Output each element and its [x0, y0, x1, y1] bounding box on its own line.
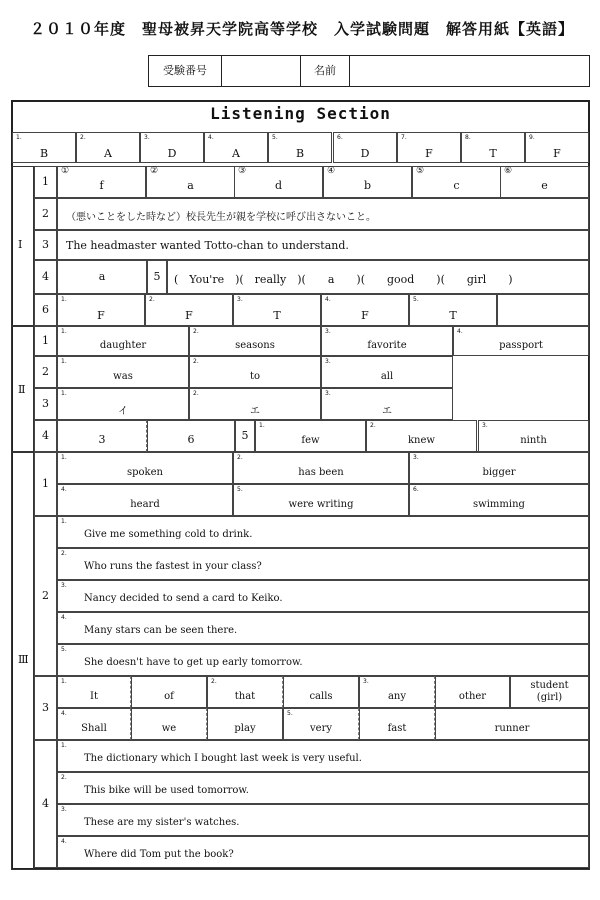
circled-number: ②: [150, 166, 159, 176]
answer-value: was: [113, 371, 133, 382]
answer-value: e: [541, 179, 548, 192]
section-2-q4-cell[interactable]: [147, 420, 235, 452]
exam-number-field[interactable]: [221, 55, 301, 87]
answer-value: a: [98, 270, 106, 283]
answer-number: 1.: [61, 358, 67, 365]
answer-number: 1.: [16, 134, 22, 141]
circled-number: ③: [238, 166, 247, 176]
answer-phrase: ( You're )( really )( a )( good )( girl ): [174, 273, 513, 286]
answer-number: 3.: [325, 390, 331, 397]
answer-value: T: [273, 309, 281, 322]
exam-number-label: 受験番号: [163, 64, 207, 77]
answer-number: 2.: [193, 390, 199, 397]
answer-sentence: The headmaster wanted Totto-chan to understand.: [66, 239, 349, 252]
listening-answer-cell[interactable]: [397, 132, 461, 163]
section-1-q6-cell[interactable]: [321, 294, 409, 326]
circled-number: ⑥: [504, 166, 513, 176]
question-number-label: 4: [42, 270, 49, 283]
answer-number: 2.: [370, 422, 376, 429]
answer-number: 4.: [208, 134, 214, 141]
section-1-q6-cell[interactable]: [409, 294, 497, 326]
question-number: [34, 676, 57, 740]
question-number: [34, 388, 57, 420]
answer-value: daughter: [99, 340, 147, 351]
answer-sentence-cell[interactable]: [57, 516, 589, 548]
answer-value: bigger: [482, 467, 516, 478]
question-number-label: 3: [42, 397, 49, 410]
answer-value: fast: [387, 723, 407, 734]
listening-answer-cell[interactable]: [268, 132, 332, 163]
section-1-q6-cell[interactable]: [233, 294, 321, 326]
answer-number: 1.: [61, 296, 67, 303]
answer-number: 6.: [413, 486, 419, 493]
section-2-q2-cell[interactable]: [189, 356, 321, 388]
section-2-q1-cell[interactable]: [321, 326, 453, 356]
answer-sentence-cell[interactable]: [57, 644, 589, 676]
section-1-q4-cell[interactable]: [57, 260, 147, 294]
answer-sentence: （悪いことをした時など）校長先生が親を学校に呼び出さないこと。: [66, 212, 376, 223]
answer-number: 9.: [529, 134, 535, 141]
question-number: [147, 260, 167, 294]
question-number-label: 4: [42, 797, 49, 810]
answer-value: B: [295, 147, 305, 160]
answer-number: 5.: [413, 296, 419, 303]
name-label: 名前: [314, 64, 336, 77]
section-2-q5-cell[interactable]: [255, 420, 366, 452]
section-2-q1-cell[interactable]: [189, 326, 321, 356]
answer-value: all: [380, 371, 394, 382]
question-number-label: 3: [42, 238, 49, 251]
section-3-q3-cell[interactable]: [207, 708, 283, 740]
section-3-q3-cell[interactable]: [57, 708, 131, 740]
answer-value: a: [187, 179, 194, 192]
question-number-label: 5: [153, 270, 161, 283]
answer-number: 1.: [61, 454, 67, 461]
listening-answer-cell[interactable]: [12, 132, 76, 163]
listening-answer-cell[interactable]: [76, 132, 140, 163]
answer-value: A: [232, 147, 240, 160]
answer-sentence: This bike will be used tomorrow.: [84, 785, 249, 796]
question-number: [34, 230, 57, 260]
listening-answer-cell[interactable]: [461, 132, 525, 163]
answer-number: 3.: [363, 678, 369, 685]
answer-number: 4.: [325, 296, 331, 303]
section-3-q1-cell[interactable]: [409, 452, 589, 484]
section-1-q1-cell[interactable]: [57, 166, 146, 198]
answer-value: エ: [382, 406, 392, 417]
answer-number: 3.: [61, 582, 67, 589]
answer-number: 2.: [193, 358, 199, 365]
answer-sentence-cell[interactable]: [57, 740, 589, 772]
section-3-q3-cell[interactable]: [359, 708, 435, 740]
section-1-q2-cell[interactable]: [57, 198, 589, 230]
answer-number: 3.: [413, 454, 419, 461]
answer-value: 3: [98, 433, 106, 446]
name-field[interactable]: [349, 55, 590, 87]
listening-answer-cell[interactable]: [525, 132, 589, 163]
answer-sentence-cell[interactable]: [57, 804, 589, 836]
answer-value: play: [234, 723, 256, 734]
section-3-q3-cell[interactable]: [435, 708, 589, 740]
section-2-q3-cell[interactable]: [189, 388, 321, 420]
answer-number: 2.: [237, 454, 243, 461]
section-1-q1-cell[interactable]: [323, 166, 412, 198]
answer-sentence-cell[interactable]: [57, 836, 589, 868]
answer-number: 3.: [237, 296, 243, 303]
section-3-roman: Ⅲ: [18, 653, 29, 666]
answer-number: 1.: [61, 518, 67, 525]
section-2-q2-cell[interactable]: [57, 356, 189, 388]
answer-value: It: [90, 691, 98, 702]
answer-value: seasons: [235, 340, 275, 351]
section-1-q6-empty: [497, 294, 589, 326]
question-number: [34, 420, 57, 452]
answer-value: runner: [494, 723, 530, 734]
section-3-q3-cell[interactable]: [131, 708, 207, 740]
answer-value: we: [161, 723, 177, 734]
answer-number: 5.: [237, 486, 243, 493]
section-1-q1-cell[interactable]: [234, 166, 323, 198]
answer-value: to: [249, 371, 261, 382]
question-number-label: 2: [42, 589, 49, 602]
answer-value: F: [425, 147, 433, 160]
answer-value: (girl): [536, 692, 563, 703]
answer-value: swimming: [473, 499, 525, 510]
answer-sentence-cell[interactable]: [57, 548, 589, 580]
section-2-q3-cell[interactable]: [57, 388, 189, 420]
question-number-label: 3: [42, 701, 49, 714]
question-number: [34, 294, 57, 326]
answer-sentence: She doesn't have to get up early tomorrow.: [84, 657, 303, 668]
section-1-q1-cell[interactable]: [412, 166, 501, 198]
section-1-q6-cell[interactable]: [57, 294, 145, 326]
answer-number: 7.: [401, 134, 407, 141]
question-number: [34, 356, 57, 388]
answer-number: 8.: [465, 134, 471, 141]
answer-number: 6.: [337, 134, 343, 141]
question-number-label: 6: [42, 303, 49, 316]
answer-value: D: [167, 147, 177, 160]
answer-value: D: [360, 147, 370, 160]
answer-value: B: [39, 147, 49, 160]
answer-value: that: [234, 691, 256, 702]
answer-value: heard: [130, 499, 160, 510]
answer-value: T: [449, 309, 457, 322]
answer-number: 5.: [287, 710, 293, 717]
section-1-roman: Ⅰ: [18, 238, 23, 251]
section-1-q3-cell[interactable]: [57, 230, 589, 260]
listening-answer-cell[interactable]: [140, 132, 204, 163]
listening-title: Listening Section: [210, 104, 391, 123]
answer-number: 3.: [144, 134, 150, 141]
answer-number: 5.: [61, 646, 67, 653]
answer-number: 1.: [61, 678, 67, 685]
answer-value: knew: [408, 435, 435, 446]
answer-value: of: [164, 691, 174, 702]
question-number-label: 1: [42, 477, 49, 490]
answer-sentence: Many stars can be seen there.: [84, 625, 238, 636]
question-number-label: 5: [241, 429, 249, 442]
section-3-q1-cell[interactable]: [233, 484, 409, 516]
section-2-q1-cell[interactable]: [453, 326, 589, 356]
question-number: [34, 516, 57, 676]
question-number: [34, 260, 57, 294]
section-2-q5-cell[interactable]: [366, 420, 477, 452]
answer-value: A: [104, 147, 112, 160]
section-2-q2-cell[interactable]: [321, 356, 453, 388]
answer-value: few: [301, 435, 320, 446]
answer-number: 4.: [61, 486, 67, 493]
section-3-q3-cell[interactable]: [283, 676, 359, 708]
section-2-q5-cell[interactable]: [478, 420, 589, 452]
answer-number: 3.: [482, 422, 488, 429]
answer-number: 5.: [272, 134, 278, 141]
answer-value: エ: [250, 406, 260, 417]
answer-number: 2.: [193, 328, 199, 335]
answer-number: 2.: [149, 296, 155, 303]
answer-value: calls: [309, 691, 333, 702]
section-3-q3-cell[interactable]: [57, 676, 131, 708]
name-label-cell: [300, 55, 350, 87]
answer-sentence: The dictionary which I bought last week is very useful.: [84, 753, 362, 764]
answer-value: Shall: [81, 723, 107, 734]
page-title: ２０１０年度 聖母被昇天学院高等学校 入学試験問題 解答用紙【英語】: [30, 20, 575, 38]
question-number-label: 1: [42, 175, 49, 188]
question-number: [34, 166, 57, 198]
circled-number: ①: [61, 166, 70, 176]
question-number: [235, 420, 255, 452]
section-1-q1-cell[interactable]: [146, 166, 235, 198]
section-2-q4-cell[interactable]: [57, 420, 147, 452]
answer-number: 3.: [325, 328, 331, 335]
question-number-label: 2: [42, 365, 49, 378]
question-number: [34, 452, 57, 516]
answer-value: イ: [118, 406, 128, 417]
section-3-q1-cell[interactable]: [57, 452, 233, 484]
section-1-q5-cell[interactable]: [167, 260, 589, 294]
answer-value: ninth: [520, 435, 547, 446]
answer-number: 2.: [211, 678, 217, 685]
answer-value: F: [361, 309, 369, 322]
section-3-q3-cell[interactable]: [435, 676, 510, 708]
question-number-label: 2: [42, 207, 49, 220]
section-2-q3-cell[interactable]: [321, 388, 453, 420]
section-3-q1-cell[interactable]: [57, 484, 233, 516]
listening-answer-cell[interactable]: [204, 132, 268, 163]
answer-sentence: Give me something cold to drink.: [84, 529, 253, 540]
answer-number: 4.: [457, 328, 463, 335]
question-number: [34, 326, 57, 356]
answer-value: student: [530, 680, 569, 691]
answer-sentence: These are my sister's watches.: [84, 817, 240, 828]
answer-value: f: [99, 179, 104, 192]
question-number-label: 1: [42, 334, 49, 347]
answer-number: 4.: [61, 614, 67, 621]
answer-value: very: [310, 723, 332, 734]
answer-value: spoken: [127, 467, 163, 478]
answer-number: 1.: [61, 742, 67, 749]
answer-number: 3.: [325, 358, 331, 365]
answer-number: 4.: [61, 710, 67, 717]
circled-number: ④: [327, 166, 336, 176]
answer-value: c: [453, 179, 460, 192]
section-3-q1-cell[interactable]: [233, 452, 409, 484]
answer-number: 1.: [61, 328, 67, 335]
circled-number: ⑤: [416, 166, 425, 176]
answer-sentence-cell[interactable]: [57, 580, 589, 612]
section-3-q1-cell[interactable]: [409, 484, 589, 516]
section-3-q3-cell[interactable]: [359, 676, 435, 708]
answer-number: 2.: [80, 134, 86, 141]
answer-value: F: [185, 309, 193, 322]
exam-number-label-cell: [148, 55, 222, 87]
answer-value: d: [274, 179, 283, 192]
answer-sentence-cell[interactable]: [57, 612, 589, 644]
answer-number: 3.: [61, 806, 67, 813]
question-number-label: 4: [42, 429, 49, 442]
section-1-q6-cell[interactable]: [145, 294, 233, 326]
answer-number: 4.: [61, 838, 67, 845]
answer-sentence: Nancy decided to send a card to Keiko.: [84, 593, 283, 604]
answer-value: F: [97, 309, 105, 322]
section-2-roman: Ⅱ: [18, 383, 26, 396]
answer-value: T: [489, 147, 497, 160]
answer-value: 6: [187, 433, 195, 446]
answer-value: were writing: [288, 499, 354, 510]
answer-number: 2.: [61, 550, 67, 557]
answer-value: passport: [499, 340, 543, 351]
answer-value: other: [458, 691, 487, 702]
listening-answer-cell[interactable]: [333, 132, 397, 163]
answer-number: 1.: [259, 422, 265, 429]
answer-value: favorite: [367, 340, 407, 351]
section-3-q3-cell[interactable]: [131, 676, 207, 708]
answer-sentence-cell[interactable]: [57, 772, 589, 804]
question-number: [34, 198, 57, 230]
question-number: [34, 740, 57, 868]
section-2-q1-cell[interactable]: [57, 326, 189, 356]
answer-number: 1.: [61, 390, 67, 397]
answer-value: has been: [298, 467, 344, 478]
answer-sentence: Who runs the fastest in your class?: [84, 561, 262, 572]
section-1-q1-cell[interactable]: [500, 166, 589, 198]
section-3-q3-cell[interactable]: [510, 676, 589, 708]
answer-value: b: [363, 179, 372, 192]
answer-sentence: Where did Tom put the book?: [84, 849, 234, 860]
section-3-q3-cell[interactable]: [283, 708, 359, 740]
answer-value: F: [553, 147, 561, 160]
section-3-q3-cell[interactable]: [207, 676, 283, 708]
answer-value: any: [387, 691, 407, 702]
answer-number: 2.: [61, 774, 67, 781]
